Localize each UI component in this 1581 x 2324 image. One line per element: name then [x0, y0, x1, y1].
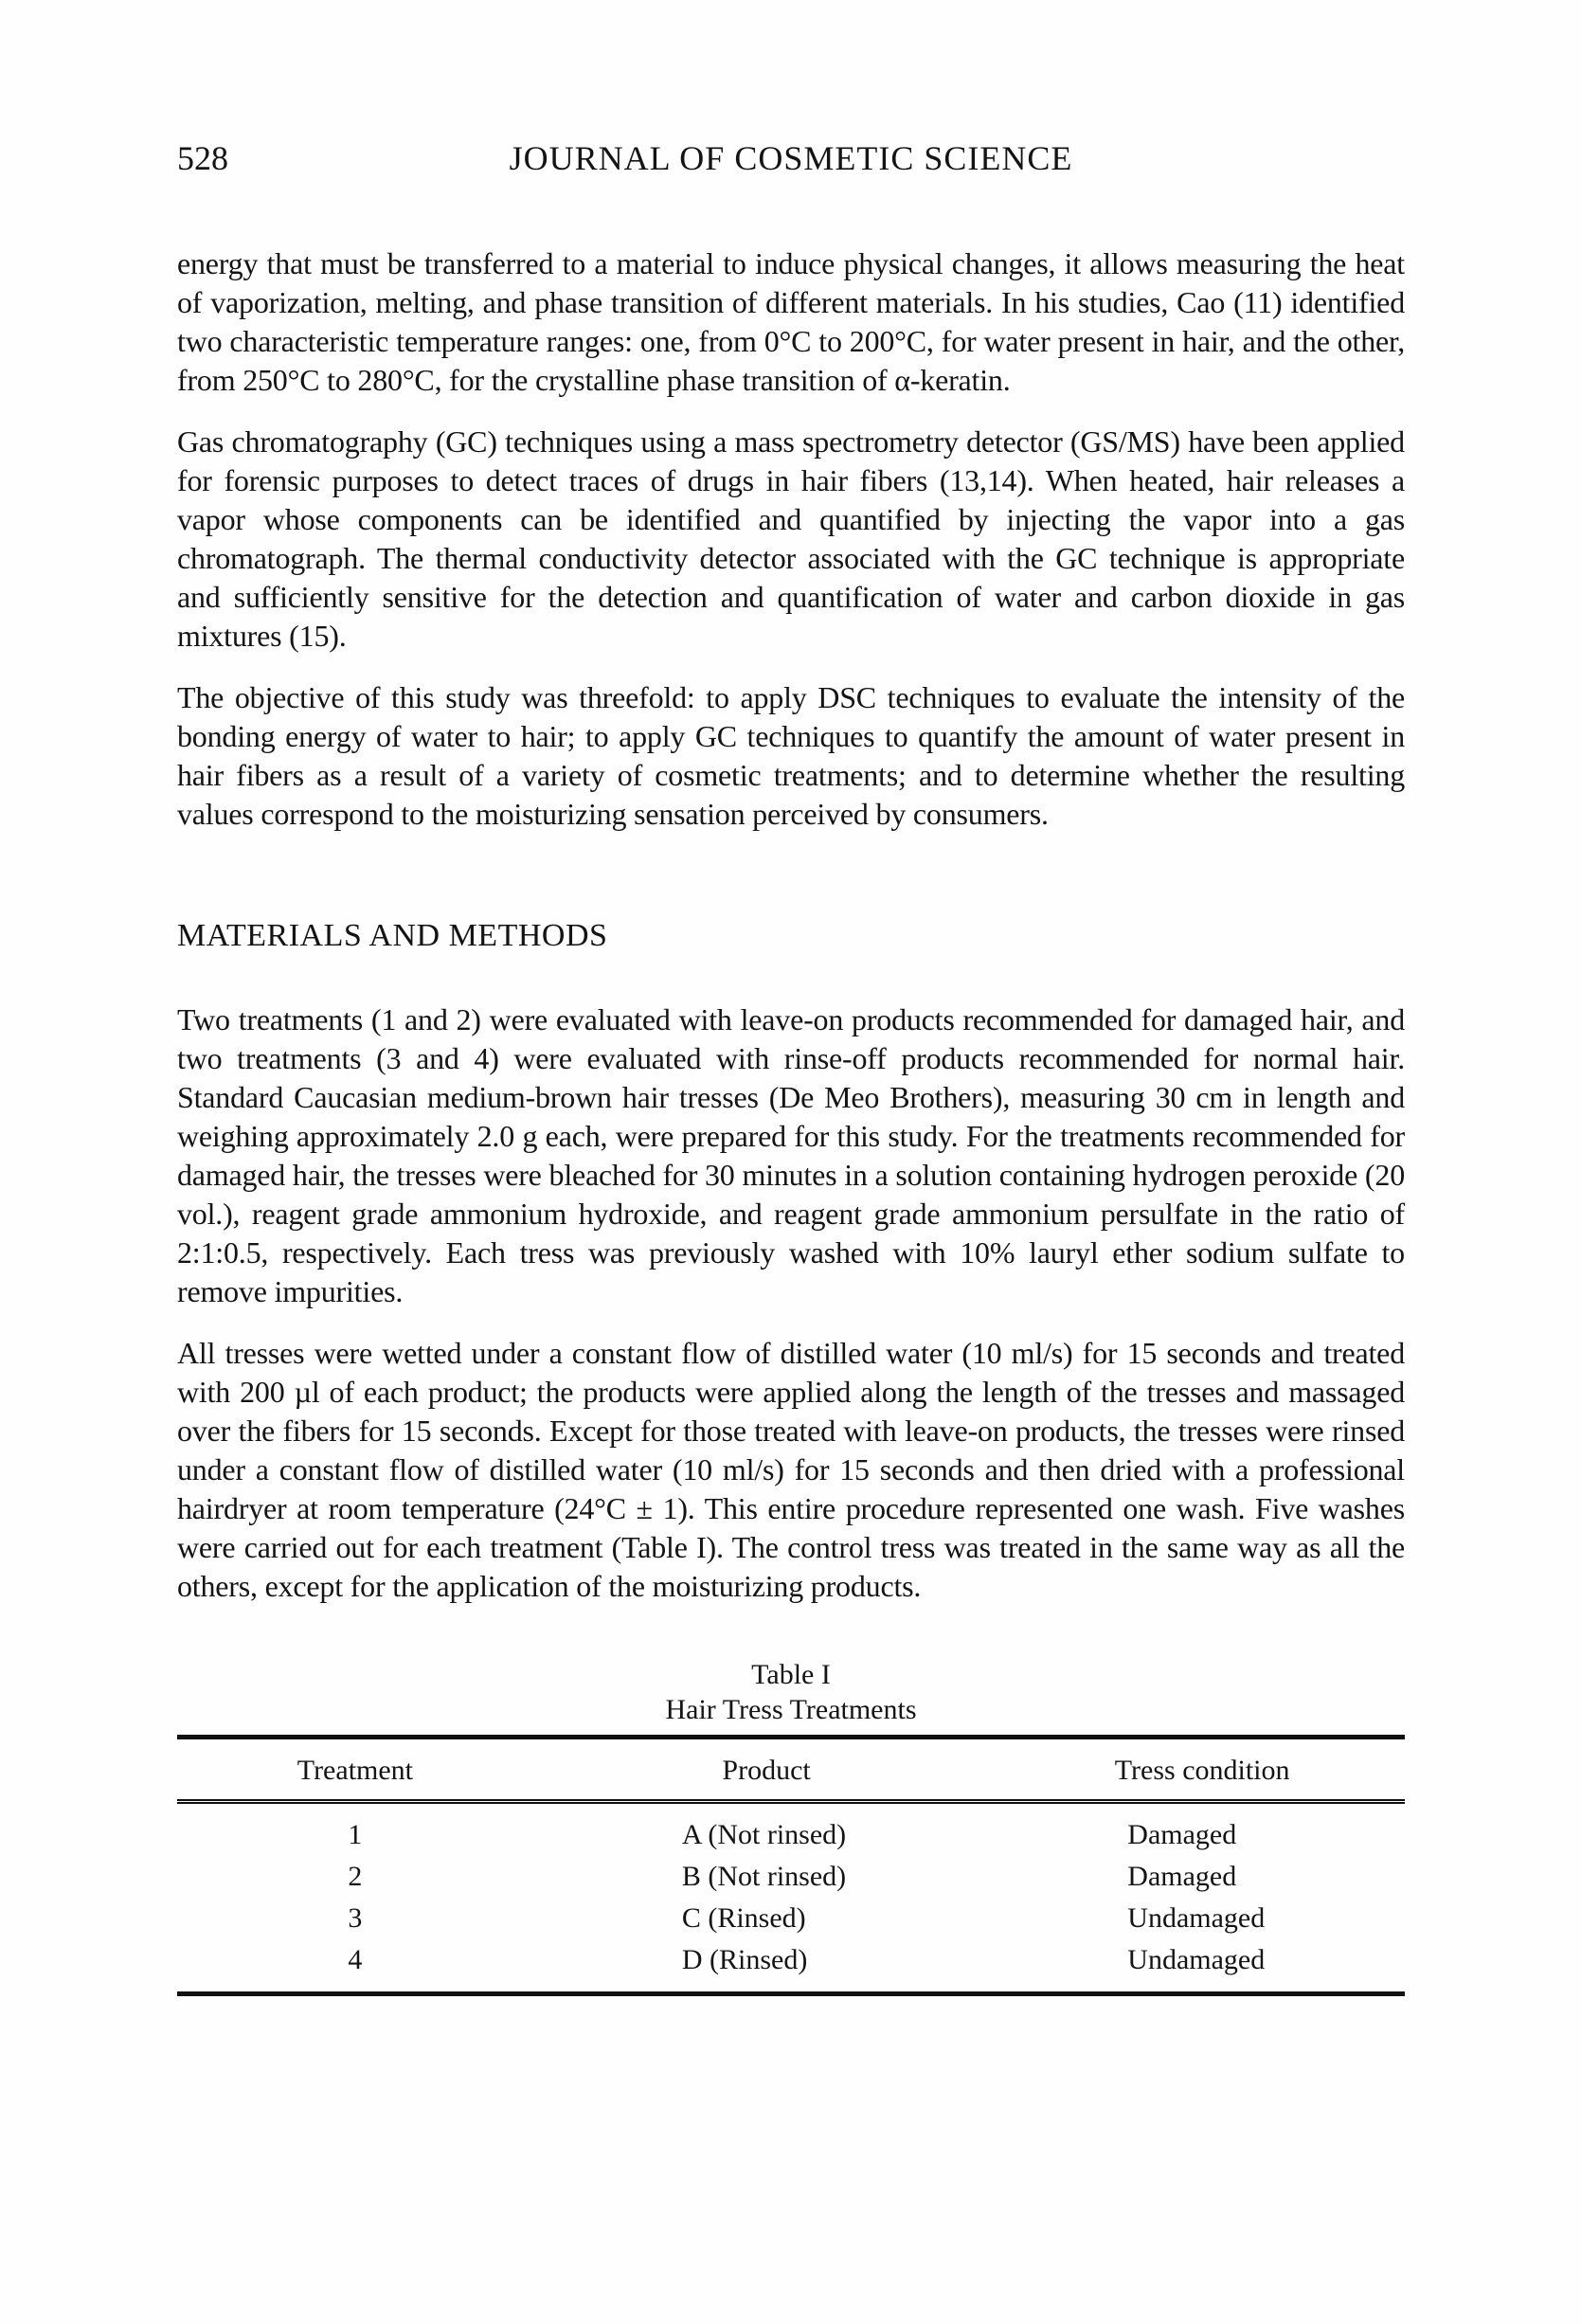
paragraph-gas-chromatography: Gas chromatography (GC) techniques using a mass spectrometry detector (GS/MS) have been applied for forensic purposes to detect traces of drugs in hair fibers (13,14). When heated, hair releases a vapor whose components can be identified and quantified by injecting the vapor into a gas chromatograph. The thermal conductivity detector associated with the GC technique is appropriate and sufficiently sensitive for the detection and quantification of water and carbon dioxide in gas mixtures (15). — [177, 424, 1405, 653]
table-1-block — [177, 1657, 1405, 1996]
hair-tress-treatments-table — [177, 1735, 1405, 1996]
table-row — [177, 1802, 1405, 1857]
cell-condition: Damaged — [1127, 1819, 1237, 1850]
journal-title: JOURNAL OF COSMETIC SCIENCE — [509, 139, 1073, 177]
cell-treatment: 1 — [348, 1819, 363, 1850]
cell-product: B (Not rinsed) — [681, 1861, 847, 1892]
paragraph-energy: energy that must be transferred to a material to induce physical changes, it allows measuring the heat of vaporization, melting, and phase transition of different materials. In his studies, Cao (11) identified two characteristic temperature ranges: one, from 0°C to 200°C, for water present in hair, and the other, from 250°C to 280°C, for the crystalline phase transition of α-keratin. — [177, 246, 1405, 397]
cell-product: D (Rinsed) — [681, 1944, 808, 1975]
running-header — [177, 138, 1405, 178]
cell-product: A (Not rinsed) — [681, 1819, 847, 1850]
cell-product: C (Rinsed) — [681, 1902, 806, 1934]
cell-treatment: 3 — [348, 1902, 363, 1934]
table-label: Table I — [751, 1659, 831, 1690]
cell-treatment: 2 — [348, 1861, 363, 1892]
paragraph-two-treatments: Two treatments (1 and 2) were evaluated with leave-on products recommended for damaged hair, and two treatments (3 and 4) were evaluated with rinse-off products recommended for normal hair. Standard Caucasian medium-brown hair tresses (De Meo Brothers), measuring 30 cm in length and weighing approximately 2.0 g each, were prepared for this study. For the treatments recommended for damaged hair, the tresses were bleached for 30 minutes in a solution containing hydrogen peroxide (20 vol.), reagent grade ammonium hydroxide, and reagent grade ammonium persulfate in the ratio of 2:1:0.5, respectively. Each tress was previously washed with 10% lauryl ether sodium sulfate to remove impurities. — [177, 1002, 1405, 1308]
table-header — [177, 1738, 1405, 1802]
table-row — [177, 1856, 1405, 1898]
section-heading-materials-and-methods: MATERIALS AND METHODS — [177, 918, 608, 953]
column-header-product: Product — [533, 1738, 999, 1802]
table-header-row — [177, 1738, 1405, 1802]
table-row — [177, 1939, 1405, 1994]
table-body — [177, 1802, 1405, 1994]
paragraph-objective: The objective of this study was threefold: to apply DSC techniques to evaluate the intensity of the bonding energy of water to hair; to apply GC techniques to quantify the amount of water present in hair fibers as a result of a variety of cosmetic treatments; and to determine whether the resulting values correspond to the moisturizing sensation perceived by consumers. — [177, 680, 1405, 831]
page-number: 528 — [177, 139, 228, 177]
table-title: Hair Tress Treatments — [665, 1694, 917, 1725]
column-header-tress-condition: Tress condition — [999, 1738, 1405, 1802]
cell-condition: Undamaged — [1127, 1902, 1266, 1934]
cell-condition: Undamaged — [1127, 1944, 1266, 1975]
table-row — [177, 1898, 1405, 1939]
paragraph-all-tresses: All tresses were wetted under a constant flow of distilled water (10 ml/s) for 15 seconds and treated with 200 µl of each product; the products were applied along the length of the tresses and massaged over the fibers for 15 seconds. Except for those treated with leave-on products, the tresses were rinsed under a constant flow of distilled water (10 ml/s) for 15 seconds and then dried with a professional hairdryer at room temperature (24°C ± 1). This entire procedure represented one wash. Five washes were carried out for each treatment (Table I). The control tress was treated in the same way as all the others, except for the application of the moisturizing products. — [177, 1336, 1405, 1603]
cell-condition: Damaged — [1127, 1861, 1237, 1892]
cell-treatment: 4 — [348, 1944, 363, 1975]
page-content — [177, 138, 1405, 1996]
table-caption — [177, 1657, 1405, 1727]
column-header-treatment: Treatment — [177, 1738, 533, 1802]
